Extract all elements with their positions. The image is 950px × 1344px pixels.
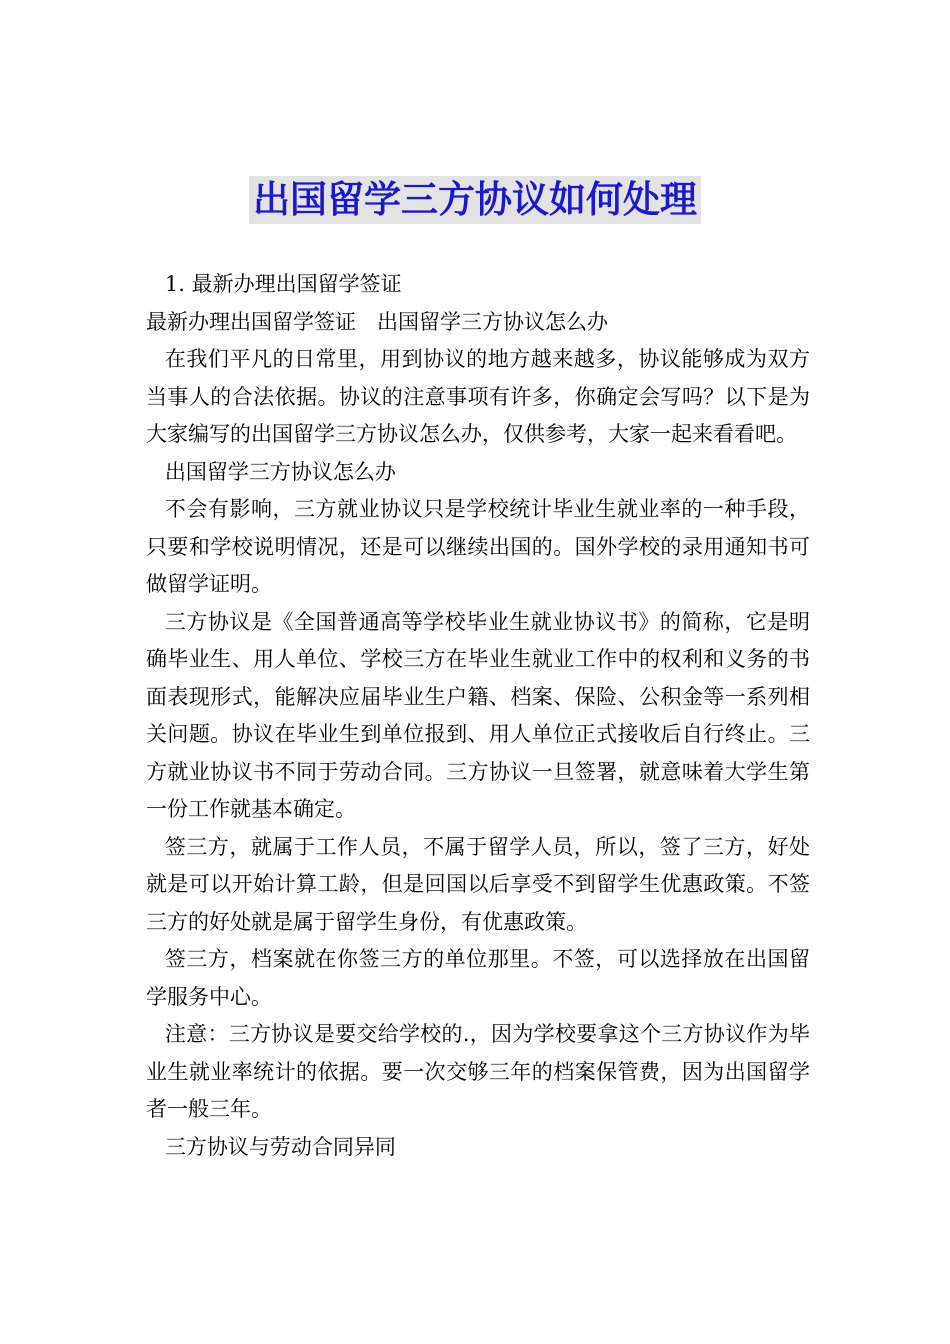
paragraph: 签三方，就属于工作人员，不属于留学人员，所以，签了三方，好处就是可以开始计算工龄，但是回国以后享受不到留学生优惠政策。不签三方的好处就是属于留学生身份，有优惠政策。: [146, 834, 810, 934]
paragraph: 注意：三方协议是要交给学校的.，因为学校要拿这个三方协议作为毕业生就业率统计的依据。要一次交够三年的档案保管费，因为出国留学者一般三年。: [146, 1022, 810, 1121]
paragraph: 三方协议是《全国普通高等学校毕业生就业协议书》的简称，它是明确毕业生、用人单位、学校三方在毕业生就业工作中的权利和义务的书面表现形式，能解决应届毕业生户籍、档案、保险、公积金等一系列相关问题。协议在毕业生到单位报到、用人单位正式接收后自行终止。三方就业协议书不同于劳动合同。三方协议一旦签署，就意味着大学生第一份工作就基本确定。: [146, 609, 810, 821]
paragraph: 不会有影响，三方就业协议只是学校统计毕业生就业率的一种手段，只要和学校说明情况，还是可以继续出国的。国外学校的录用通知书可做留学证明。: [146, 497, 810, 596]
title-container: [0, 176, 950, 224]
section-heading: 1. 最新办理出国留学签证: [164, 272, 402, 296]
document-title: 出国留学三方协议如何处理: [249, 176, 701, 224]
paragraph: 签三方，档案就在你签三方的单位那里。不签，可以选择放在出国留学服务中心。: [146, 947, 810, 1009]
subheading: 出国留学三方协议怎么办: [164, 459, 396, 484]
subtitle-line: 最新办理出国留学签证 出国留学三方协议怎么办: [146, 309, 608, 334]
paragraph: 在我们平凡的日常里，用到协议的地方越来越多，协议能够成为双方当事人的合法依据。协议的注意事项有许多，你确定会写吗？以下是为大家编写的出国留学三方协议怎么办，仅供参考，大家一起来看看吧。: [146, 347, 810, 446]
subheading: 三方协议与劳动合同异同: [164, 1134, 396, 1159]
document-body: [146, 266, 810, 1166]
